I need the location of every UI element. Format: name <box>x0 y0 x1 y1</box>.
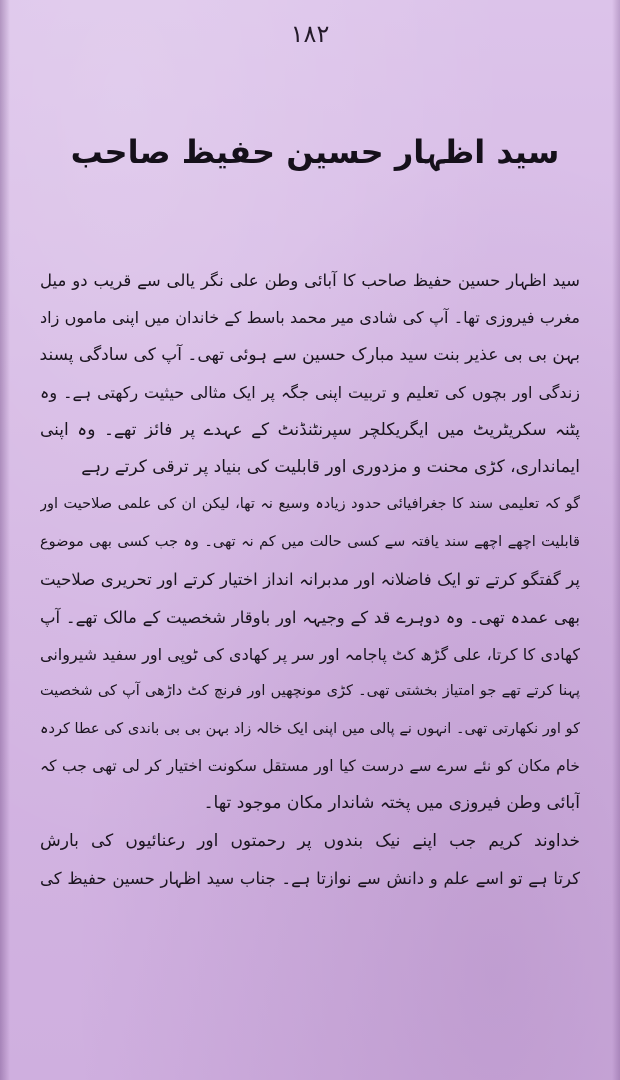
text-line: آبائی وطن فیروزی میں پختہ شاندار مکان موجود تھا۔ <box>203 793 580 814</box>
text-line: بھی عمدہ تھی۔ وہ دوہرے قد کے وجیہہ اور باوقار شخصیت کے مالک تھے۔ آپ <box>40 607 580 627</box>
page-number: ۱۸۲ <box>290 20 330 48</box>
text-line: خام مکان کو نئے سرے سے درست کیا اور مستقل سکونت اختیار کر لی تھی جب کہ <box>40 757 580 776</box>
body-text <box>40 262 580 898</box>
text-line: قابلیت اچھے اچھے سند یافتہ سے کسی حالت میں کم نہ تھی۔ وہ جب کسی بھی موضوع <box>40 533 580 550</box>
text-line: بہن بی بی عذیر بنت سید مبارک حسین سے ہوئی تھی۔ آپ کی سادگی پسند <box>40 344 580 365</box>
text-line: کو اور نکھارتی تھی۔ انہوں نے پالی میں اپنی ایک خالہ زاد بہن بی بی باندی کی عطا کردہ <box>40 720 580 737</box>
page-gutter-shadow <box>0 0 10 1080</box>
text-line: پہنا کرتے تھے جو امتیاز بخشتی تھی۔ کڑی مونچھیں اور فرنچ کٹ داڑھی آپ کی شخصیت <box>40 683 580 700</box>
text-line: ایمانداری، کڑی محنت و مزدوری اور قابلیت کی بنیاد پر ترقی کرتے رہے <box>81 456 580 477</box>
text-line: پر گفتگو کرتے تو ایک فاضلانہ اور مدبرانہ انداز اختیار کرتے اور تحریری صلاحیت <box>40 570 580 590</box>
text-line: پٹنہ سکریٹریٹ میں ایگریکلچر سپرنٹنڈنٹ کے عہدے پر فائز تھے۔ وہ اپنی <box>40 419 580 440</box>
text-line: مغرب فیروزی تھا۔ آپ کی شادی میر محمد باسط کے خاندان میں اپنی ماموں زاد <box>40 308 580 328</box>
text-line: زندگی اور بچوں کی تعلیم و تربیت اپنی جگہ پر ایک مثالی حیثیت رکھتی ہے۔ وہ <box>40 383 580 403</box>
page-title: سید اظہار حسین حفیظ صاحب <box>70 133 560 171</box>
text-line: گو کہ تعلیمی سند کا جغرافیائی حدود زیادہ وسیع نہ تھا، لیکن ان کی علمی صلاحیت اور <box>40 496 580 513</box>
page-edge-shadow <box>612 0 620 1080</box>
text-line: خداوند کریم جب اپنے نیک بندوں پر رحمتوں اور رعنائیوں کی بارش <box>40 830 580 851</box>
text-line: سید اظہار حسین حفیظ صاحب کا آبائی وطن علی نگر یالی سے قریب دو میل <box>40 271 580 290</box>
text-line: کرتا ہے تو اسے علم و دانش سے نوازتا ہے۔ جناب سید اظہار حسین حفیظ کی <box>40 869 580 889</box>
text-line: کھادی کا کرتا، علی گڑھ کٹ پاجامہ اور سر پر کھادی کی ٹوپی اور سفید شیروانی <box>40 644 580 664</box>
